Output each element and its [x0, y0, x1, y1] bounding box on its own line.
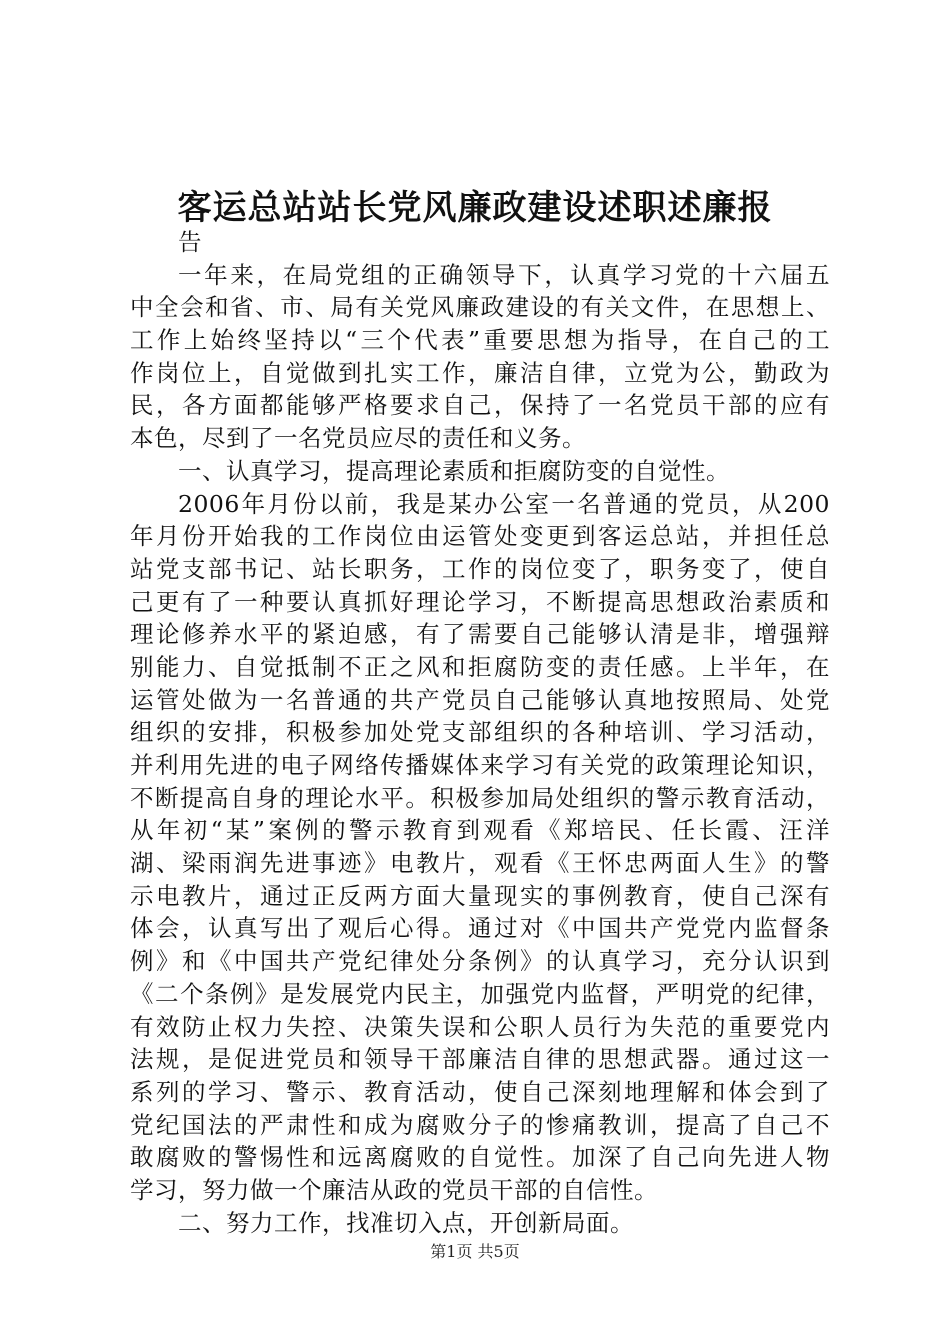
text-line: 中全会和省、市、局有关党风廉政建设的有关文件，在思想上、	[130, 293, 830, 322]
text-line: 运管处做为一名普通的共产党员自己能够认真地按照局、处党	[130, 685, 830, 714]
text-line: 年月份开始我的工作岗位由运管处变更到客运总站，并担任总	[130, 522, 830, 551]
text-line: 党纪国法的严肃性和成为腐败分子的惨痛教训，提高了自己不	[130, 1110, 830, 1139]
text-line: 并利用先进的电子网络传播媒体来学习有关党的政策理论知识，	[130, 751, 830, 779]
text-line: 一年来，在局党组的正确领导下，认真学习党的十六届五	[178, 260, 830, 289]
text-line: 敢腐败的警惕性和远离腐败的自觉性。加深了自己向先进人物	[130, 1143, 830, 1172]
text-line: 《二个条例》是发展党内民主，加强党内监督，严明党的纪律，	[130, 979, 830, 1008]
text-line: 学习，努力做一个廉洁从政的党员干部的自信性。	[130, 1175, 658, 1204]
document-title: 客运总站站长党风廉政建设述职述廉报	[177, 188, 773, 228]
text-line: 例》和《中国共产党纪律处分条例》的认真学习，充分认识到	[130, 947, 830, 976]
text-line: 本色，尽到了一名党员应尽的责任和义务。	[130, 424, 586, 453]
text-line: 2006年月份以前，我是某办公室一名普通的党员，从200	[178, 489, 830, 518]
text-line: 理论修养水平的紧迫感，有了需要自己能够认清是非，增强辩	[130, 620, 830, 649]
text-line: 湖、梁雨润先进事迹》电教片，观看《王怀忠两面人生》的警	[130, 849, 830, 878]
section-heading: 二、努力工作，找准切入点，开创新局面。	[178, 1208, 634, 1237]
text-line: 体会，认真写出了观后心得。通过对《中国共产党党内监督条	[130, 914, 830, 943]
text-line: 站党支部书记、站长职务，工作的岗位变了，职务变了，使自	[130, 554, 830, 583]
text-line: 法规，是促进党员和领导干部廉洁自律的思想武器。通过这一	[130, 1045, 830, 1074]
text-line: 组织的安排，积极参加处党支部组织的各种培训、学习活动，	[130, 718, 830, 747]
text-line: 别能力、自觉抵制不正之风和拒腐防变的责任感。上半年，在	[130, 652, 830, 681]
text-line: 作岗位上，自觉做到扎实工作，廉洁自律，立党为公，勤政为	[130, 358, 830, 387]
text-line: 示电教片，通过正反两方面大量现实的事例教育，使自己深有	[130, 881, 830, 910]
text-line: 有效防止权力失控、决策失误和公职人员行为失范的重要党内	[130, 1012, 830, 1041]
text-line: 己更有了一种要认真抓好理论学习，不断提高思想政治素质和	[130, 587, 830, 616]
document-body	[130, 226, 830, 1239]
text-line: 工作上始终坚持以“三个代表”重要思想为指导，在自己的工	[130, 326, 830, 355]
text-line: 系列的学习、警示、教育活动，使自己深刻地理解和体会到了	[130, 1077, 830, 1106]
text-line: 不断提高自身的理论水平。积极参加局处组织的警示教育活动，	[130, 783, 830, 812]
text-line: 从年初“某”案例的警示教育到观看《郑培民、任长霞、汪洋	[130, 816, 830, 845]
section-heading: 一、认真学习，提高理论素质和拒腐防变的自觉性。	[178, 456, 730, 485]
text-line: 民，各方面都能够严格要求自己，保持了一名党员干部的应有	[130, 391, 830, 420]
text-line: 告	[178, 228, 202, 256]
page-number-footer: 第1页 共5页	[430, 1242, 520, 1261]
